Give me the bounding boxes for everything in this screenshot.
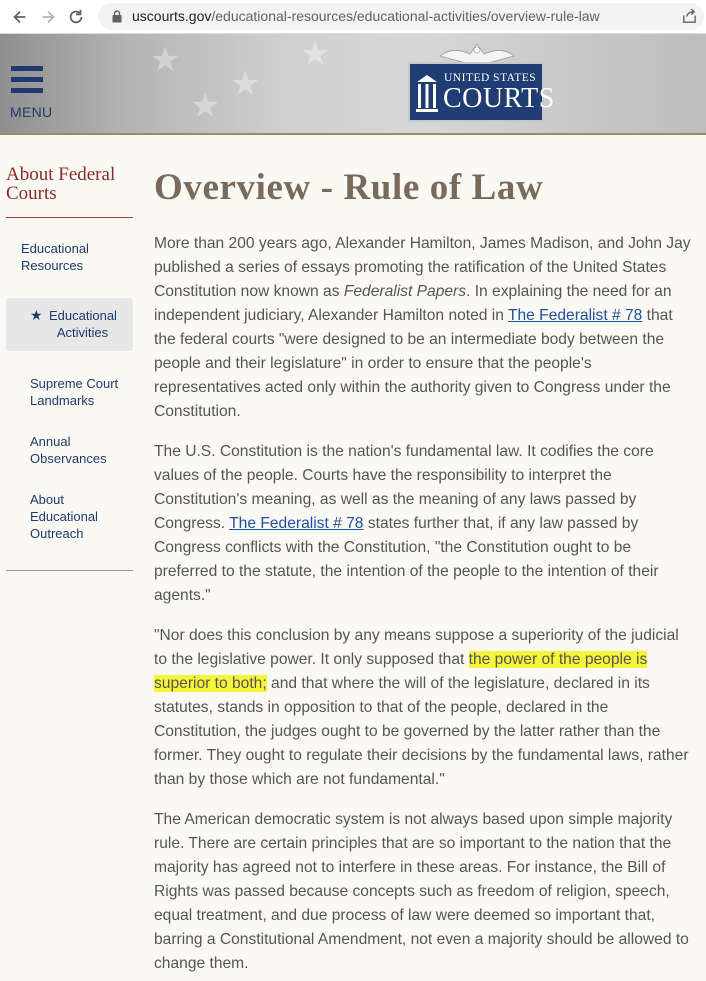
highlighted-text: the power of the people is superior to both; <box>154 651 648 692</box>
sidebar-item-educational-activities[interactable] <box>6 298 133 351</box>
sidebar-title[interactable]: About Federal Courts <box>6 165 133 218</box>
paragraph-3-quote: "Nor does this conclusion by any means suppose a superiority of the judicial to the legislative power. It only supposed that the power of the people is superior to both; and that where the will of the legislature, declared in its statutes, stands in opposition to that of the people, declared in the Constitution, the judges ought to be governed by the latter rather than the former. They ought to regulate their decisions by the fundamental laws, rather than by those which are not fundamental." <box>154 627 689 788</box>
decorative-star-icon: ★ <box>190 87 221 125</box>
sidebar-item-annual-observances[interactable]: Annual Observances <box>30 434 107 466</box>
reload-button[interactable] <box>64 5 88 29</box>
decorative-star-icon: ★ <box>300 35 331 73</box>
decorative-star-icon: ★ <box>150 41 181 79</box>
page-title: Overview - Rule of Law <box>154 167 544 208</box>
federalist-papers-title: Federalist Papers <box>343 283 467 300</box>
arrow-left-icon <box>11 8 29 26</box>
decorative-star-icon: ★ <box>230 65 261 103</box>
forward-button[interactable] <box>36 5 60 29</box>
share-icon[interactable] <box>681 8 698 25</box>
uscourts-logo[interactable] <box>408 42 555 124</box>
federalist-78-link[interactable]: The Federalist # 78 <box>507 307 643 324</box>
federalist-78-link[interactable]: The Federalist # 78 <box>229 515 364 532</box>
address-bar[interactable] <box>98 3 704 30</box>
menu-label: MENU <box>10 104 53 120</box>
hamburger-icon <box>11 66 43 71</box>
url-domain: uscourts.gov <box>132 8 212 24</box>
sidebar-item-educational-resources[interactable]: Educational Resources <box>21 241 89 273</box>
sidebar-nav <box>6 165 133 571</box>
lock-icon <box>112 10 122 23</box>
back-button[interactable] <box>8 5 32 29</box>
sidebar-list <box>6 240 133 542</box>
browser-toolbar <box>0 0 706 34</box>
paragraph-2: The U.S. Constitution is the nation's fundamental law. It codifies the core values of the people. Courts have the responsibility to interpret the Constitution's meaning, as well as the meaning of any laws passed by Congress. The Federalist # 78 states further that, if any law passed by Congress conflicts with the Constitution, "the Constitution ought to be preferred to the statute, the intention of the people to the intention of their agents." <box>154 443 659 604</box>
logo-main-text: COURTS <box>443 83 555 114</box>
courthouse-columns-icon <box>416 74 438 114</box>
paragraph-1: More than 200 years ago, Alexander Hamilton, James Madison, and John Jay published a series of essays promoting the ratification of the United States Constitution now known as Federalist Papers. In explaining the need for an independent judiciary, Alexander Hamilton noted in The Federalist # 78 that the federal courts "were designed to be an intermediate body between the people and their legislature" in order to ensure that the people's representatives acted only within the authority given to Congress under the Constitution. <box>154 235 691 420</box>
sidebar-item-label: Educational Activities <box>49 308 117 340</box>
logo-badge <box>408 62 555 122</box>
site-header <box>0 34 706 135</box>
logo-top-text: UNITED STATES <box>444 72 537 84</box>
sidebar-item-about-educational-outreach[interactable]: About Educational Outreach <box>30 492 98 541</box>
paragraph-4: The American democratic system is not always based upon simple majority rule. There are certain principles that are so important to the nation that the majority has agreed not to interfere in these areas. For instance, the Bill of Rights was passed because concepts such as freedom of religion, speech, equal treatment, and due process of law were deemed so important that, barring a Constitutional Amendment, not even a majority should be allowed to change them. <box>154 811 689 972</box>
url-text <box>132 8 600 24</box>
star-icon: ★ <box>30 307 43 323</box>
main-content <box>154 232 694 981</box>
arrow-right-icon <box>39 8 57 26</box>
sidebar-divider <box>6 570 133 571</box>
reload-icon <box>67 8 85 26</box>
menu-button[interactable] <box>8 64 53 120</box>
sidebar-item-supreme-court-landmarks[interactable]: Supreme Court Landmarks <box>30 376 119 408</box>
url-path: /educational-resources/educational-activities/overview-rule-law <box>211 8 600 24</box>
